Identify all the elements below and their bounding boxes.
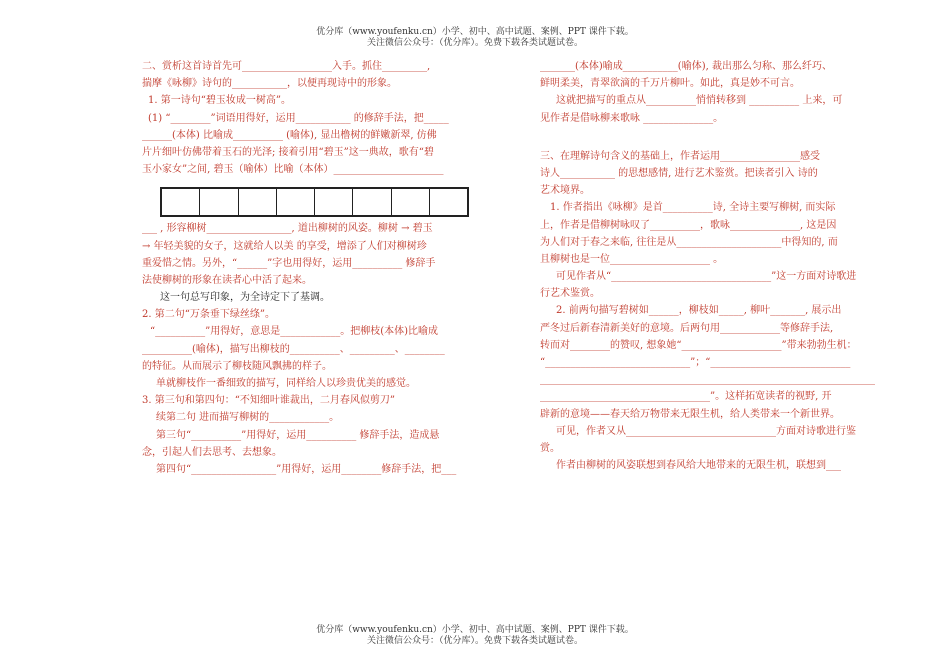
text-line: ___ , 形容柳树_________________, 道出柳树的风姿。柳树 → 碧玉 bbox=[142, 223, 433, 235]
text-line: 严冬过后新春清新美好的意境。后两句用____________等修辞手法, bbox=[540, 322, 834, 334]
answer-grid-cell[interactable] bbox=[200, 189, 238, 215]
text-line: __________(喻体)，描写出柳枝的__________、_________、________ bbox=[142, 343, 445, 355]
text-line: “__________”用得好，意思是____________。把柳枝(本体)比喻成 bbox=[150, 326, 439, 338]
text-line: 法使柳树的形象在读者心中活了起来。 bbox=[142, 274, 312, 286]
text-line: 鲜明柔美，青翠欲滴的千万片柳叶。如此，真是妙不可言。 bbox=[540, 78, 800, 90]
text-line: (1) “________”词语用得好，运用___________ 的修辞手法，把_____ bbox=[148, 112, 449, 124]
text-line: __________________________________”。这样拓宽读者的视野, 开 bbox=[540, 391, 832, 403]
answer-grid-cell[interactable] bbox=[239, 189, 277, 215]
text-line: 见作者是借咏柳来歌咏 ______________。 bbox=[540, 112, 724, 124]
text-line: 第四句“_________________”用得好，运用________修辞手法，把___ bbox=[156, 463, 457, 475]
answer-grid-cell[interactable] bbox=[162, 189, 200, 215]
answer-grid-cell[interactable] bbox=[430, 189, 467, 215]
footer-line-1: 优分库（www.youfenku.cn）小学、初中、高中试题、案例、PPT 课件下载。 bbox=[316, 625, 634, 635]
header-line-1: 优分库（www.youfenku.cn）小学、初中、高中试题、案例、PPT 课件下载。 bbox=[316, 27, 634, 37]
text-line: 揣摩《咏柳》诗句的___________，以便再现诗中的形象。 bbox=[142, 78, 397, 90]
text-line: 2. 第二句“万条垂下绿丝绦”。 bbox=[142, 309, 275, 321]
text-line: 诗人___________ 的思想感情, 进行艺术鉴赏。把读者引入 诗的 bbox=[540, 167, 818, 179]
text-line: 三、在理解诗句含义的基础上，作者运用________________感受 bbox=[540, 150, 820, 162]
text-line: 可见作者从“________________________________”这一方面对诗歌进 bbox=[556, 271, 857, 283]
answer-grid[interactable] bbox=[160, 187, 469, 217]
footer-line-2: 关注微信公众号：（优分库）。免费下载各类试题试卷。 bbox=[366, 636, 583, 646]
header-line-2: 关注微信公众号：（优分库）。免费下载各类试题试卷。 bbox=[366, 38, 583, 48]
text-line: 这就把描写的重点从__________悄悄转移到 __________ 上来，可 bbox=[556, 95, 843, 107]
text-line: ___________________________________________________________________ bbox=[540, 374, 875, 386]
text-line: 1. 作者指出《咏柳》是首__________诗, 全诗主要写柳树, 而实际 bbox=[550, 202, 836, 214]
text-line: 2. 前两句描写碧树如______，柳枝如_____, 柳叶_______, 展示出 bbox=[556, 305, 842, 317]
text-line: 行艺术鉴赏。 bbox=[540, 288, 600, 300]
answer-grid-cell[interactable] bbox=[315, 189, 353, 215]
page-header bbox=[0, 27, 950, 49]
text-line: 单就柳枝作一番细致的描写，同样给人以珍贵优美的感觉。 bbox=[156, 378, 416, 389]
text-line: ______(本体) 比喻成__________ (喻体), 显出橹树的鲜嫩新翠, 仿佛 bbox=[142, 129, 437, 141]
answer-grid-cell[interactable] bbox=[392, 189, 430, 215]
text-line: 这一句总写印象，为全诗定下了基调。 bbox=[160, 292, 330, 304]
text-line: “_____________________________”；“____________________________ bbox=[540, 357, 851, 368]
right-column bbox=[540, 58, 878, 474]
text-line: 作者由柳树的风姿联想到春风给大地带来的无限生机，联想到___ bbox=[556, 460, 841, 472]
text-line: 1. 第一诗句“碧玉妆成一树高”。 bbox=[148, 95, 291, 107]
text-line: 二、赏析这首诗首先可__________________入手。抓住_________, bbox=[142, 61, 431, 72]
text-line: 上，作者是借柳树咏叹了__________，歌咏______________, 这是因 bbox=[540, 219, 837, 231]
text-line: _______(本体)喻成___________(喻体), 裁出那么匀称、那么纤巧、 bbox=[540, 61, 832, 72]
text-line: 玉小家女”之间, 碧玉（喻体）比喻（本体）______________________ bbox=[142, 164, 444, 176]
text-line: 片片细叶仿佛带着玉石的光泽; 接着引用“碧玉”这一典故，歌有“碧 bbox=[142, 146, 434, 158]
text-line: → 年轻美貌的女子，这就给人以美 的享受，增添了人们对柳树珍 bbox=[142, 240, 427, 252]
text-line: 的特征。从而展示了柳枝随风飘拂的样子。 bbox=[142, 360, 332, 372]
text-line: 为人们对于春之来临, 往往是从_____________________中得知的, 而 bbox=[540, 236, 838, 248]
text-line: 续第二句 进而描写柳树的____________。 bbox=[156, 412, 340, 424]
text-line: 3. 第三句和第四句：“不知细叶谁裁出，二月春风似剪刀” bbox=[142, 395, 395, 407]
text-line: 艺术境界。 bbox=[540, 185, 590, 197]
answer-grid-cell[interactable] bbox=[353, 189, 391, 215]
text-line: 重爱惜之情。另外，“______”字也用得好，运用__________ 修辞手 bbox=[142, 257, 436, 269]
answer-grid-cell[interactable] bbox=[277, 189, 315, 215]
text-line: 辟新的意境——春天给万物带来无限生机，给人类带来一个新世界。 bbox=[540, 408, 840, 420]
page-footer bbox=[0, 625, 950, 647]
text-line: 且柳树也是一位____________________ 。 bbox=[540, 253, 724, 265]
text-line: 赏。 bbox=[540, 442, 560, 454]
text-line: 可见，作者又从______________________________方面对诗歌进行鉴 bbox=[556, 425, 856, 437]
text-line: 转而对________的赞叹, 想象她“____________________”带来勃勃生机： bbox=[540, 339, 857, 351]
text-line: 第三句“__________”用得好，运用__________ 修辞手法，造成悬 bbox=[156, 429, 440, 441]
text-line: 念，引起人们去思考、去想象。 bbox=[142, 446, 282, 458]
left-column bbox=[142, 58, 479, 478]
